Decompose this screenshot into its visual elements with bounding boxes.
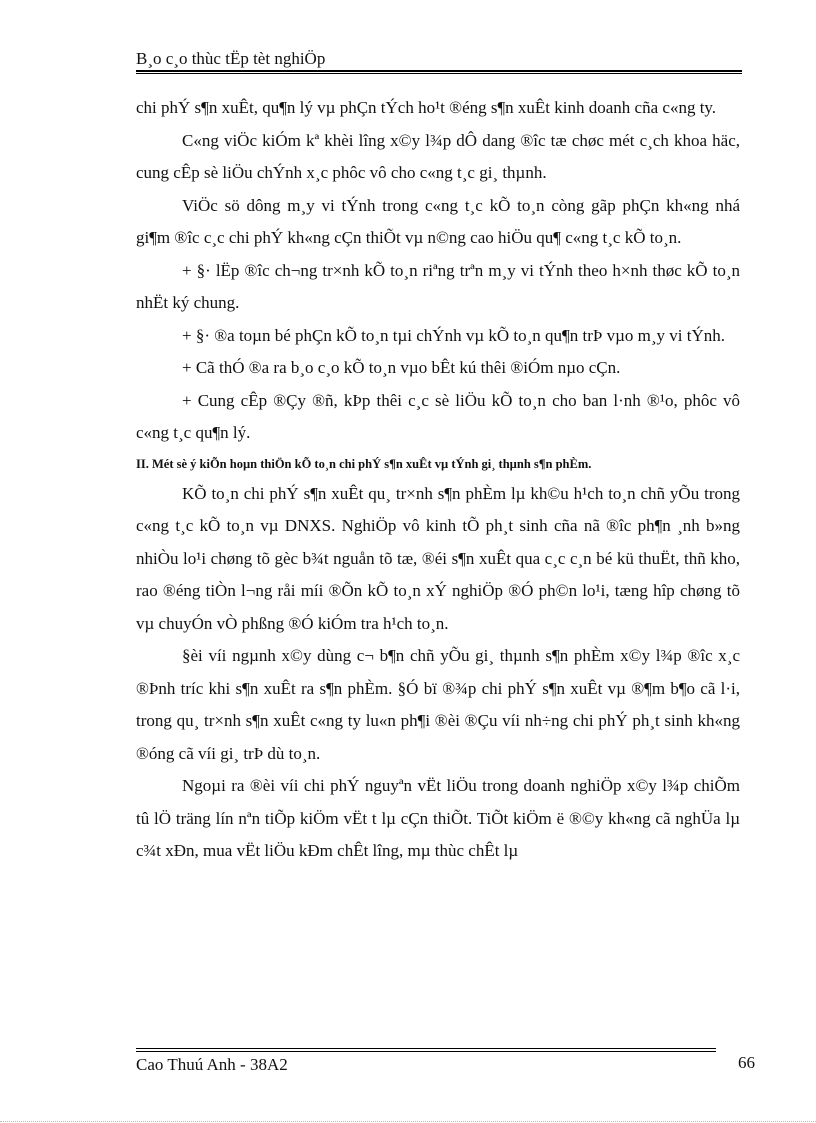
bullet-report: + Cã thÓ ®a ra b¸o c¸o kÕ to¸n vµo bÊt kú thêi ®iÓm nµo cÇn. (182, 358, 621, 377)
paragraph-materials: Ngoµi ra ®èi víi chi phÝ nguyªn vËt liÖu trong doanh nghiÖp x©y l¾p chiÕm tû lÖ träng lín nªn tiÕp kiÖm vËt t lµ cÇn thiÕt. TiÕt kiÖm ë ®©y kh«ng cã nghÜa lµ c¾t xÐn, mua vËt liÖu kÐm chÊt lîng, mµ thùc chÊt lµ (136, 776, 740, 860)
bullet-data: + Cung cÊp ®Çy ®ñ, kÞp thêi c¸c sè liÖu kÕ to¸n cho ban l·nh ®¹o, phôc vô c«ng t¸c qu¶n lý. (136, 390, 740, 442)
footer-divider-thin (136, 1051, 716, 1052)
page-number: 66 (738, 1053, 755, 1072)
header-divider-thin (136, 73, 742, 74)
paragraph-continuation: chi phÝ s¶n xuÊt, qu¶n lý vµ phÇn tÝch ho¹t ®éng s¶n xuÊt kinh doanh cña c«ng ty. (136, 98, 717, 117)
bullet-accounting: + §· ®a toµn bé phÇn kÕ to¸n tµi chÝnh vµ kÕ to¸n qu¶n trÞ vµo m¸y vi tÝnh. (182, 325, 725, 345)
section-heading: II. Mét sè ý kiÕn hoµn thiÖn kÕ to¸n chi phÝ s¶n xuÊt vµ tÝnh gi¸ thµnh s¶n phÈm. (136, 456, 592, 471)
footer-author: Cao Thuú Anh - 38A2 (136, 1055, 288, 1074)
paragraph-inventory: C«ng viÖc kiÓm kª khèi lîng x©y l¾p dÔ dang ®îc tæ chøc mét c¸ch khoa häc, cung cÊp sè liÖu chÝnh x¸c phôc vô cho c«ng t¸c gi¸ thµnh. (136, 130, 740, 182)
bullet-program: + §· lËp ®îc ch¬ng tr×nh kÕ to¸n riªng trªn m¸y vi tÝnh theo h×nh thøc kÕ to¸n nhËt ký chung. (136, 260, 740, 312)
page-bottom-edge (0, 1121, 816, 1122)
paragraph-construction: §èi víi ngµnh x©y dùng c¬ b¶n chñ yÕu gi¸ thµnh s¶n phÈm x©y l¾p ®îc x¸c ®Þnh tríc khi s¶n xuÊt ra s¶n phÈm. §Ó bï ®¾p chi phÝ s¶n xuÊt vµ ®¶m b¶o cã l·i, trong qu¸ tr×nh s¶n xuÊt c«ng ty lu«n ph¶i ®èi ®Çu víi nh÷ng chi phÝ ph¸t sinh kh«ng ®óng cã víi gi¸ trÞ dù to¸n. (136, 646, 740, 763)
header-divider (136, 70, 742, 72)
paragraph-cost-accounting: KÕ to¸n chi phÝ s¶n xuÊt qu¸ tr×nh s¶n phÈm lµ kh©u h¹ch to¸n chñ yÕu trong c«ng t¸c kÕ to¸n vµ DNXS. NghiÖp vô kinh tÕ ph¸t sinh cña nã ®îc ph¶n ¸nh b»ng nhiÒu lo¹i chøng tõ gèc b¾t nguån tõ tæ, ®éi s¶n xuÊt qua c¸c c¸n bé kü thuËt, thñ kho, rao ®éng tiÒn l¬ng råi míi ®Õn kÕ to¸n xÝ nghiÖp ®Ó ph©n lo¹i, tæng hîp chøng tõ vµ chuyÓn vÒ phßng ®Ó kiÓm tra h¹ch to¸n. (136, 483, 740, 633)
paragraph-computer-use: ViÖc sö dông m¸y vi tÝnh trong c«ng t¸c kÕ to¸n còng gãp phÇn kh«ng nhá gi¶m ®îc c¸c chi phÝ kh«ng cÇn thiÕt vµ n©ng cao hiÖu qu¶ c«ng t¸c kÕ to¸n. (136, 195, 740, 247)
page-header-title: B¸o c¸o thùc tËp tèt nghiÖp (136, 49, 326, 68)
footer-divider (136, 1048, 716, 1049)
document-body (136, 92, 740, 868)
